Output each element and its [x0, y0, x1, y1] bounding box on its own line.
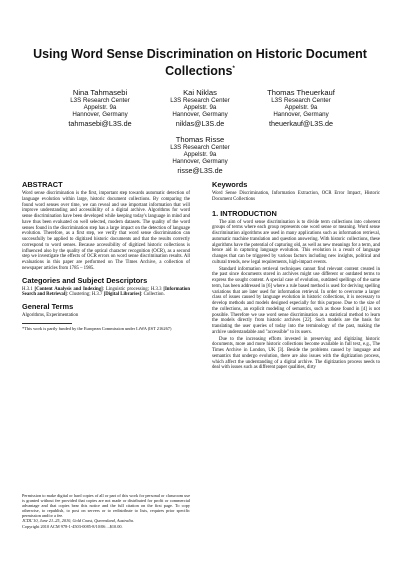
category-name: [Digital Libraries] — [103, 292, 142, 298]
category-name: [Content Analysis and Indexing] — [34, 286, 103, 292]
right-column — [212, 180, 380, 372]
categories-heading: Categories and Subject Descriptors — [22, 275, 148, 285]
author-3 — [236, 88, 366, 128]
abstract-heading: ABSTRACT — [22, 180, 63, 189]
general-terms-text: Algorithms, Experimentation — [22, 313, 79, 318]
author-email: theuerkauf@L3S.de — [268, 118, 334, 128]
categories-list — [22, 287, 190, 299]
author-name: Thomas Risse — [175, 135, 225, 144]
intro-paragraph-2: Standard information retrieval techniques cannot find relevant content created in the past since documents stored in archives might use different or outdated terms to express the sought content. A special case of evolution, outdated spellings of the same term, has been addressed in [6] where a rule based method is used for deriving spelling variations that are later used for information retrieval. In order to overcome a larger class of issues caused by language evolution in historic collections, it is necessary to develop methods and models designed especially for this purpose. Due to the size of the collections, an explicit modeling of semantics, such as those found in [4] is not possible. Therefore we use word sense discrimination as a statistical method to learn the models directly from historic archives [22]. Such models are the basis for translating the user queries of today into the terminology of the past, making the archive understandable and "accessible" to its users. — [212, 266, 380, 335]
author-street: Appelstr. 9a — [183, 151, 217, 159]
author-city: Hannover, Germany — [72, 111, 128, 119]
general-terms-heading: General Terms — [22, 302, 74, 311]
paper-title — [20, 47, 380, 79]
category-desc: : Linguistic processing; — [102, 286, 149, 292]
author-affiliation: L3S Research Center — [170, 144, 230, 151]
category-desc: : Clustering; — [66, 292, 91, 298]
author-email: niklas@L3S.de — [175, 118, 225, 128]
title-text: Using Word Sense Discrimination on Historic Document Collections — [33, 47, 367, 79]
author-email: tahmasebi@L3S.de — [68, 118, 132, 128]
venue-text: JCDL'10, June 21–25, 2010, Gold Coast, Queensland, Australia. — [22, 518, 134, 524]
abstract-text: Word sense discrimination is the first, important step towards automatic detection of language evolution within large, historic document collections. By comparing the found word senses over time, we can reveal and use important information that will improve understanding and accessibility of a digital archive. Algorithms for word sense discrimination have been developed while keeping today's language in mind and have thus been evaluated on well selected, modern datasets. The quality of the word senses found in the discrimination step has a large impact on the detection of language evolution. Therefore, as a first step, we verify that word sense discrimination can successfully be applied to digitized historic documents and that the results correctly correspond to word senses. Because accessibility of digitized historic collections is influenced also by the quality of the optical character recognition (OCR), as a second step we investigate the effects of OCR errors on word sense discrimination results. All evaluations in this paper are performed on The Times Archive, a collection of newspaper articles from 1785 – 1985. — [22, 191, 190, 271]
author-affiliation: L3S Research Center — [170, 97, 230, 104]
intro-paragraph-3: Due to the increasing efforts invested in preserving and digitizing historic documents, more and more historic collections become available in full text, e.g., The Times Archive in London, UK [3]. Beside the problems caused by language and semantics that undergo evolution, there are also issues with the digitization process, which affect the understanding of a digital archive. The digitization process needs to deal with issues such as different paper qualities, dirty — [212, 336, 380, 371]
footnote-rule — [22, 323, 72, 324]
category-id: H.3.7 — [91, 292, 103, 298]
category-desc: : Collection. — [141, 292, 165, 298]
keywords-heading: Keywords — [212, 180, 248, 189]
author-name: Kai Niklas — [183, 88, 217, 97]
author-city: Hannover, Germany — [172, 111, 228, 119]
author-street: Appelstr. 9a — [284, 104, 318, 112]
title-footnote-mark: * — [232, 66, 235, 72]
author-name: Thomas Theuerkauf — [267, 88, 335, 97]
author-email: risse@L3S.de — [177, 165, 223, 175]
author-street: Appelstr. 9a — [183, 104, 217, 112]
intro-paragraph-1: The aim of word sense discrimination is to divide term collections into coherent groups of terms where each group represents one word sense or meaning. Word sense discrimination algorithms are used in many applications such as information retrieval, automatic machine translation and question answering. With historic collections, these algorithms have the potential of capturing old, as well as new meanings for a term, and hence aid in capturing language evolution. This evolution is a result of language changes that can be triggered by various factors including new insights, political and cultural trends, new legal requirements, high-impact events. — [212, 219, 380, 265]
author-city: Hannover, Germany — [273, 111, 329, 119]
author-city: Hannover, Germany — [172, 158, 228, 166]
author-4 — [135, 135, 265, 175]
author-affiliation: L3S Research Center — [70, 97, 130, 104]
funding-footnote: *This work is partly funded by the European Commission under LiWA (IST 216267) — [22, 325, 172, 331]
category-name: [Information Search and Retrieval] — [22, 286, 190, 298]
left-column — [22, 180, 190, 332]
author-name: Nina Tahmasebi — [72, 88, 128, 97]
category-id: H.3.1 — [22, 286, 33, 292]
keywords-text: Word Sense Discrimination, Information Extraction, OCR Error Impact, Historic Document Collections — [212, 191, 380, 202]
permission-block — [22, 493, 190, 529]
introduction-heading: 1. INTRODUCTION — [212, 208, 277, 218]
permission-text: Permission to make digital or hard copies of all or part of this work for personal or classroom use is granted without fee provided that copies are not made or distributed for profit or commercial advantage and that copies bear this notice and the full citation on the first page. To copy otherwise, to republish, to post on servers or to redistribute to lists, requires prior specific permission and/or a fee. — [22, 493, 190, 519]
author-street: Appelstr. 9a — [83, 104, 117, 112]
author-block — [0, 88, 400, 178]
copyright-text: Copyright 2010 ACM 978-1-4503-0085-8/10/06 ...$10.00. — [22, 523, 123, 529]
author-affiliation: L3S Research Center — [271, 97, 331, 104]
category-id: H.3.3 — [150, 286, 162, 292]
